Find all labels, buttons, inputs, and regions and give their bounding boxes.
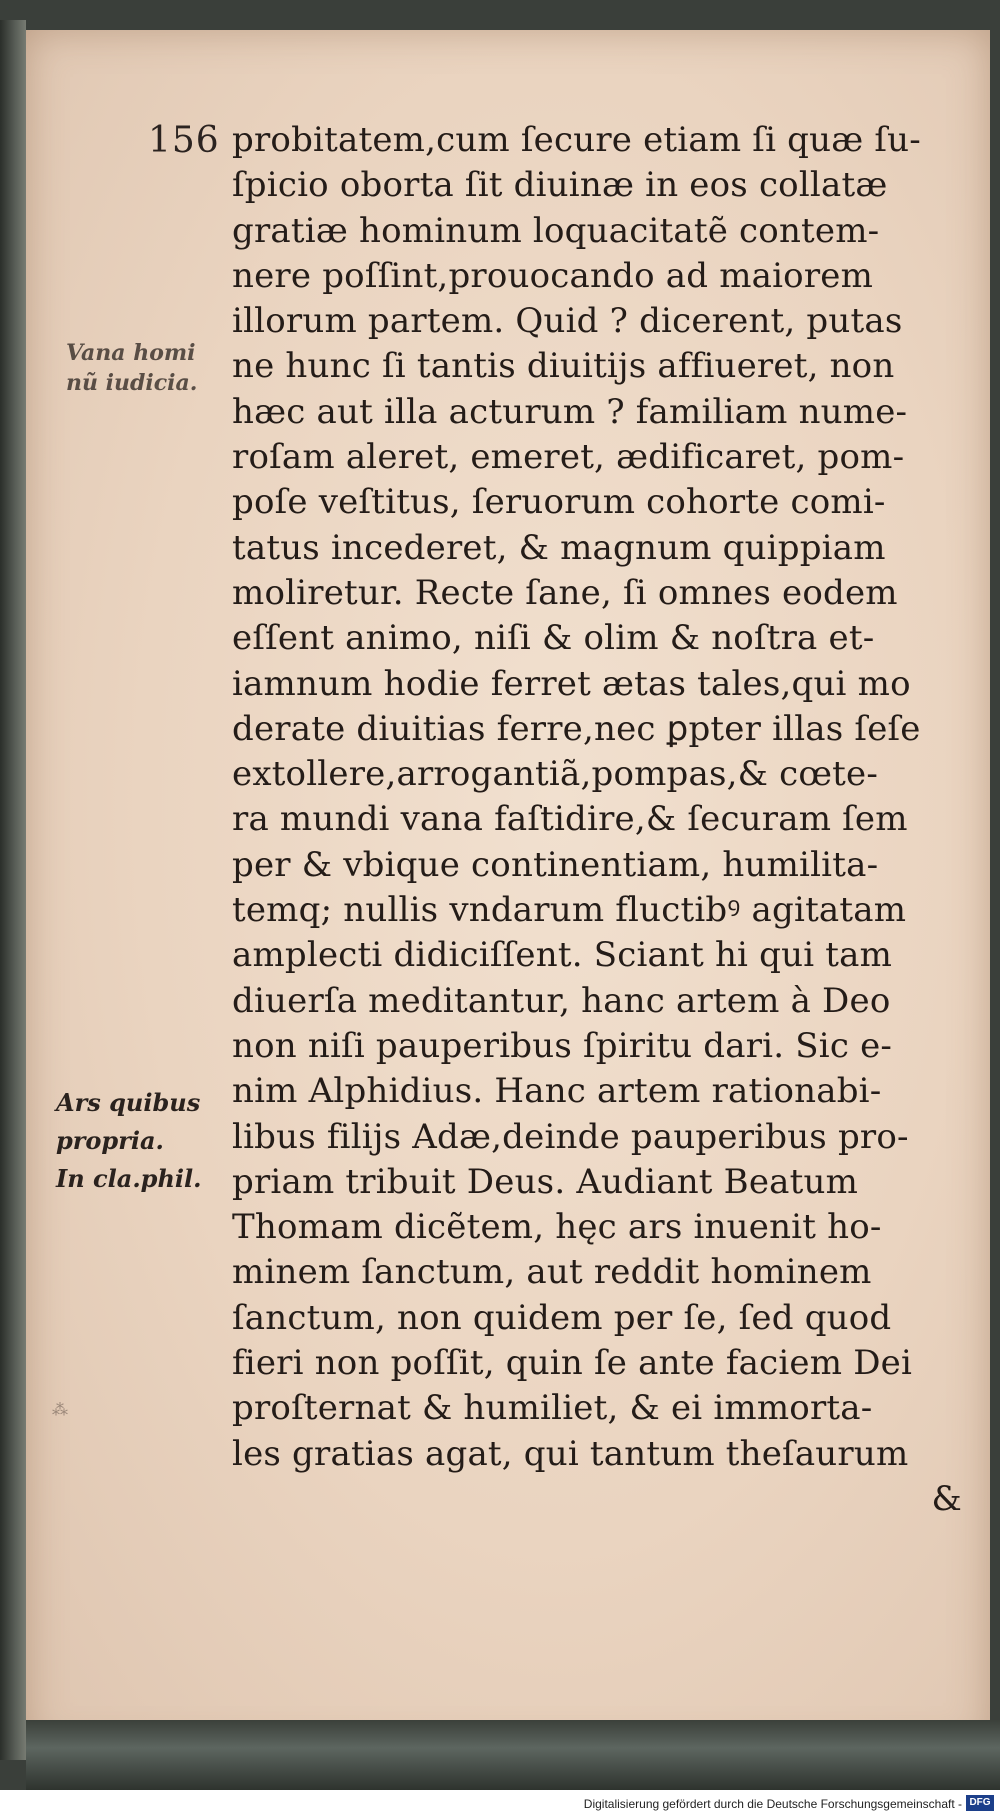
text-line: gratiæ hominum loquacitatẽ contem- bbox=[232, 210, 880, 251]
body-text bbox=[232, 118, 972, 1522]
text-line: ne hunc ſi tantis diuitijs affiueret, non bbox=[232, 346, 895, 387]
text-line: libus filijs Adæ,deinde pauperibus pro- bbox=[232, 1116, 909, 1157]
text-line: poſe veſtitus, ſeruorum cohorte comi- bbox=[232, 482, 886, 523]
text-line: non niſi pauperibus ſpiritu dari. Sic e- bbox=[232, 1025, 893, 1066]
footer-credit: Digitalisierung gefördert durch die Deutsche Forschungsgemeinschaft - bbox=[583, 1797, 962, 1811]
text-line: temq; nullis vndarum fluctibꝰ agitatam bbox=[232, 890, 907, 931]
text-line: tatus incederet, & magnum quippiam bbox=[232, 527, 886, 568]
text-line: probitatem,cum ſecure etiam ſi quæ ſu- bbox=[232, 120, 921, 160]
text-line: eſſent animo, niſi & olim & noſtra et- bbox=[232, 618, 875, 659]
book-edge-bottom bbox=[26, 1720, 1000, 1790]
catchword: & bbox=[931, 1478, 962, 1519]
text-line: les gratias agat, qui tantum theſaurum bbox=[232, 1433, 909, 1474]
text-line: priam tribuit Deus. Audiant Beatum bbox=[232, 1161, 859, 1202]
marginal-note-line: Ars quibus bbox=[56, 1088, 201, 1117]
marginal-note-line: Vana homi bbox=[66, 340, 196, 366]
text-line: fieri non poſſit, quin ſe ante faciem Dei bbox=[232, 1343, 913, 1384]
text-line: proſternat & humiliet, & ei immorta- bbox=[232, 1388, 873, 1429]
text-line: Thomam dicẽtem, hęc ars inuenit ho- bbox=[232, 1207, 882, 1248]
text-line: nere poſſint,prouocando ad maiorem bbox=[232, 255, 874, 296]
text-line: ſanctum, non quidem per ſe, ſed quod bbox=[232, 1297, 892, 1338]
marginal-note-line: In cla.phil. bbox=[56, 1164, 202, 1193]
footer-bar bbox=[0, 1790, 1000, 1819]
ink-stain: ⁂ bbox=[52, 1400, 68, 1419]
text-line: diuerſa meditantur, hanc artem à Deo bbox=[232, 980, 891, 1021]
text-line: minem ſanctum, aut reddit hominem bbox=[232, 1252, 872, 1293]
page-number: 156 bbox=[148, 120, 220, 161]
text-line: illorum partem. Quid ? dicerent, putas bbox=[232, 301, 903, 342]
text-line: roſam aleret, emeret, ædificaret, pom- bbox=[232, 437, 905, 478]
text-line: ſpicio oborta ſit diuinæ in eos collatæ bbox=[232, 165, 888, 206]
text-line: derate diuitias ferre,nec ꝑpter illas ſeſe bbox=[232, 708, 921, 749]
marginal-note-line: nũ iudicia. bbox=[66, 370, 198, 396]
marginal-note-line: propria. bbox=[56, 1126, 164, 1155]
book-edge-left bbox=[0, 20, 26, 1760]
text-line: extollere,arrogantiã,pompas,& cœte- bbox=[232, 754, 879, 795]
text-line: per & vbique continentiam, humilita- bbox=[232, 844, 879, 885]
text-line: ra mundi vana faſtidire,& ſecuram ſem bbox=[232, 799, 908, 840]
text-line: nim Alphidius. Hanc artem rationabi- bbox=[232, 1071, 882, 1112]
dfg-logo-icon: DFG bbox=[966, 1795, 994, 1811]
text-line: hæc aut illa acturum ? familiam nume- bbox=[232, 391, 908, 432]
text-line: amplecti didiciſſent. Sciant hi qui tam bbox=[232, 935, 893, 976]
text-line: iamnum hodie ferret ætas tales,qui mo bbox=[232, 663, 911, 704]
text-line: moliretur. Recte ſane, ſi omnes eodem bbox=[232, 572, 898, 613]
marginal-note-ars-quibus bbox=[56, 1084, 202, 1198]
marginal-note-vana-hominum bbox=[66, 338, 197, 398]
